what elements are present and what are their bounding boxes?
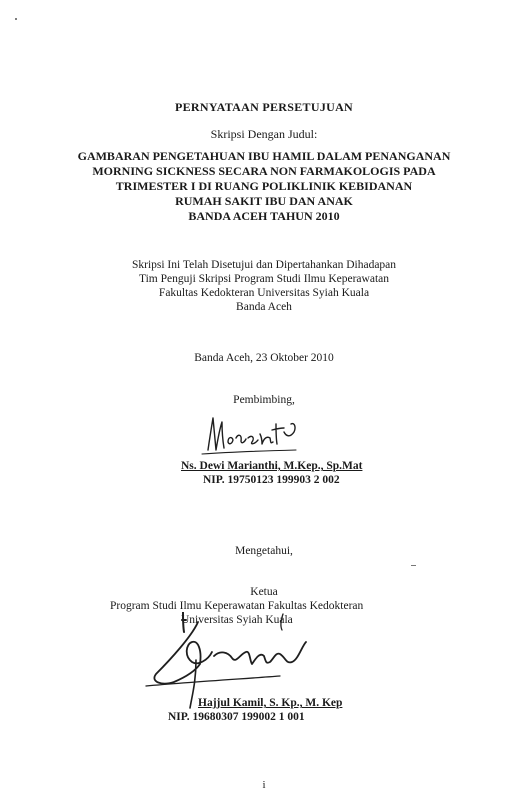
advisor-nip: NIP. 19750123 199903 2 002 — [203, 474, 340, 486]
approval-statement — [0, 258, 528, 314]
thesis-subtitle: Skripsi Dengan Judul: — [210, 127, 318, 141]
approval-line: Tim Penguji Skripsi Program Studi Ilmu Keperawatan — [138, 273, 389, 285]
scan-mark — [411, 565, 416, 566]
university-name: Universitas Syiah Kuala — [181, 614, 293, 626]
title-line: BANDA ACEH TAHUN 2010 — [188, 209, 340, 223]
page-heading: PERNYATAAN PERSETUJUAN — [174, 100, 354, 114]
scan-speck — [15, 18, 17, 20]
advisor-signature — [200, 414, 310, 460]
head-title: Ketua — [250, 586, 278, 598]
head-nip: NIP. 19680307 199002 1 001 — [168, 711, 305, 723]
approval-line: Skripsi Ini Telah Disetujui dan Dipertahankan Dihadapan — [131, 259, 397, 271]
page-number: i — [262, 779, 266, 791]
acknowledged-label: Mengetahui, — [235, 545, 293, 557]
advisor-role: Pembimbing, — [233, 394, 295, 406]
approval-line: Fakultas Kedokteran Universitas Syiah Kuala — [158, 287, 370, 299]
advisor-name: Ns. Dewi Marianthi, M.Kep., Sp.Mat — [181, 460, 363, 472]
title-line: MORNING SICKNESS SECARA NON FARMAKOLOGIS PADA — [92, 164, 436, 178]
title-line: RUMAH SAKIT IBU DAN ANAK — [175, 194, 353, 208]
head-name: Hajjul Kamil, S. Kp., M. Kep — [198, 697, 343, 709]
title-line: TRIMESTER I DI RUANG POLIKLINIK KEBIDANAN — [115, 179, 413, 193]
title-line: GAMBARAN PENGETAHUAN IBU HAMIL DALAM PENANGANAN — [77, 149, 451, 163]
program-name: Program Studi Ilmu Keperawatan Fakultas Kedokteran — [110, 600, 364, 612]
thesis-title — [0, 149, 528, 224]
place-date: Banda Aceh, 23 Oktober 2010 — [194, 352, 334, 364]
approval-line: Banda Aceh — [236, 301, 292, 313]
